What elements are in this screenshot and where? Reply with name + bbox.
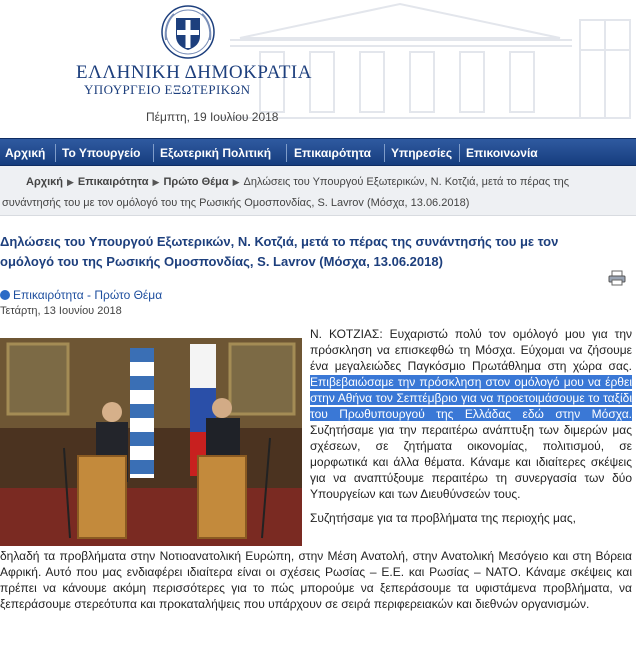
article-date: Τετάρτη, 13 Ιουνίου 2018 xyxy=(0,305,122,317)
article-title: Δηλώσεις του Υπουργού Εξωτερικών, Ν. Κοτζιά, μετά το πέρας της συνάντησής του με τον ομόλογό του της Ρωσικής Ομοσπονδίας, S. Lavrov (Μόσχα, 13.06.2018) xyxy=(0,234,559,269)
nav-news[interactable]: Επικαιρότητα xyxy=(294,146,372,160)
breadcrumb-current: Δηλώσεις του Υπουργού Εξωτερικών, Ν. Κοτζιά, μετά το πέρας της xyxy=(243,176,570,188)
nav-separator xyxy=(459,144,460,162)
site-subtitle: ΥΠΟΥΡΓΕΙΟ ΕΞΩΤΕΡΙΚΩΝ xyxy=(84,82,251,97)
breadcrumb-home[interactable]: Αρχική xyxy=(26,176,63,188)
chevron-right-icon: ▶ xyxy=(67,177,74,187)
main-nav xyxy=(0,138,636,166)
nav-ministry[interactable]: Το Υπουργείο xyxy=(62,146,141,160)
article-category-link[interactable]: Επικαιρότητα - Πρώτο Θέμα xyxy=(0,288,162,302)
nav-separator xyxy=(384,144,385,162)
nav-separator xyxy=(55,144,56,162)
breadcrumb-top-story[interactable]: Πρώτο Θέμα xyxy=(163,176,229,188)
print-icon[interactable] xyxy=(608,270,626,286)
site-title: ΕΛΛΗΝΙΚΗ ΔΗΜΟΚΡΑΤΙΑ xyxy=(76,62,312,83)
nav-home[interactable]: Αρχική xyxy=(5,146,46,160)
breadcrumb-current-continued: συνάντησής του με τον ομόλογό του της Ρωσικής Ομοσπονδίας, S. Lavrov (Μόσχα, 13.06.2018) xyxy=(2,197,470,209)
nav-contact[interactable]: Επικοινωνία xyxy=(466,146,538,160)
article-paragraph-2: δηλαδή τα προβλήματα στην Νοτιοανατολική Ευρώπη, στην Μέση Ανατολή, στην Ανατολική Μεσόγειο και στη Βόρεια Αφρική. Αυτό που μας ενδιαφέρει ιδιαίτερα είναι οι σχέσεις Ρωσίας – Ε.Ε. και Ρωσίας – ΝΑΤΟ. Κάναμε σκέψεις και πρέπει να κάνουμε ακόμη περισσότερες για το πώς μπορούμε να ξεπεράσουμε τα υφιστάμενα προβλήματα, να ξεπεράσουμε στερεότυπα και προκαταλήψεις που υπάρχουν σε σειρά περιφερειακών και διεθνών οργανισμών. xyxy=(0,549,632,611)
header-date: Πέμπτη, 19 Ιουλίου 2018 xyxy=(146,110,279,124)
globe-icon xyxy=(0,290,10,300)
press-conference-photo xyxy=(0,338,302,546)
breadcrumb xyxy=(0,166,636,216)
site-header xyxy=(0,0,636,138)
chevron-right-icon: ▶ xyxy=(152,177,160,187)
nav-separator xyxy=(153,144,154,162)
nav-separator xyxy=(286,144,287,162)
chevron-right-icon: ▶ xyxy=(232,177,240,187)
nav-services[interactable]: Υπηρεσίες xyxy=(391,146,453,160)
article-paragraph-1: Ν. ΚΟΤΖΙΑΣ: Ευχαριστώ πολύ τον ομόλογό μου για την πρόσκληση να επισκεφθώ τη Μόσχα. Εύχομαι να ζήσουμε ένα μεγαλειώδες Παγκόσμιο Πρωτάθλημα στη χώρα σας. Επιβεβαιώσαμε την πρόσκληση στον ομόλογό μου να έρθει στην Αθήνα τον Σεπτέμβριο για να προετοιμάσουμε το ταξίδι του Πρωθυπουργού της Ελλάδας εδώ στην Μόσχα. Συζητήσαμε για την περαιτέρω ανάπτυξη των διμερών μας σχέσεων, σε ζητήματα οικονομίας, πολιτισμού, σε μορφωτικά και άλλα θέματα. Κάναμε και ιδιαίτερες σκέψεις για να αναπτύξουμε περαιτέρω τη συνεργασία των δύο Υπουργείων και των Διευθύνσεών τους. Συζητήσαμε για τα προβλήματα της περιοχής μας, xyxy=(310,327,632,525)
greek-coat-of-arms-icon xyxy=(160,4,216,60)
article-paragraph-2-start: Συζητήσαμε για τα προβλήματα της περιοχής μας, xyxy=(310,511,576,525)
selected-text: Επιβεβαιώσαμε την πρόσκληση στον ομόλογό μου να έρθει στην Αθήνα τον Σεπτέμβριο για να προετοιμάσουμε το ταξίδι του Πρωθυπουργού της Ελλάδας εδώ στην Μόσχα. xyxy=(310,375,632,421)
breadcrumb-news[interactable]: Επικαιρότητα xyxy=(77,176,149,188)
nav-foreign-policy[interactable]: Εξωτερική Πολιτική xyxy=(160,146,272,160)
